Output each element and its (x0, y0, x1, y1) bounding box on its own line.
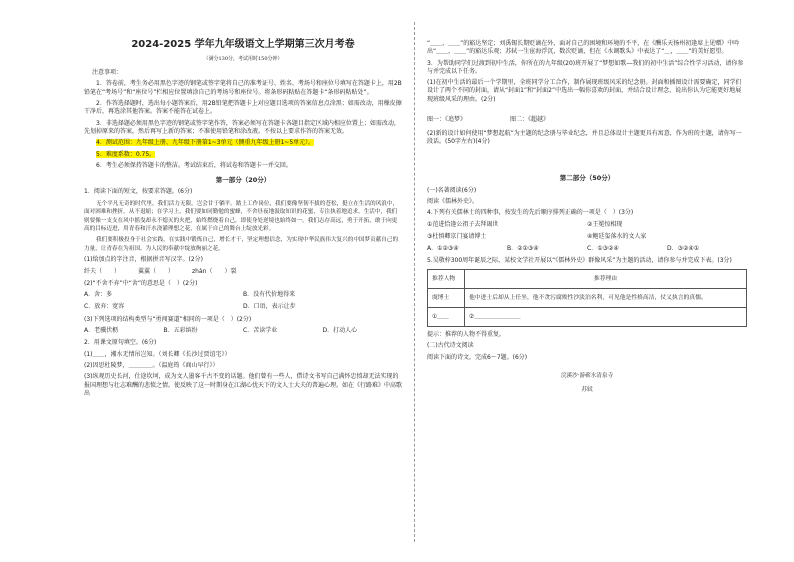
q2-item-1: (1)＿＿，湘水无情吊岂知。（刘长卿《长沙过贾谊宅》） (84, 350, 231, 358)
option-c[interactable]: C．放弃：宽容 (84, 303, 125, 311)
question-1-3: (3)下列选项的结构类型与“勇闯赛道”相同的一项是（ ）(2分) (84, 315, 252, 323)
question-6: 阅读下面的诗文，完成6～7题。(6分) (427, 353, 528, 361)
option-a[interactable]: A．舍：多 (84, 291, 113, 299)
q4-items (427, 221, 747, 241)
poem-title: 浣溪沙·游蕲水清泉寺 (560, 372, 614, 379)
exam-subtitle: （满分130分，考试用时150分钟） (203, 56, 283, 62)
note-6: 6．考生必须保持答题卡的整洁。考试结束后，将试卷和答题卡一并交回。 (96, 161, 292, 169)
table-header-cell: 推荐理由 (465, 269, 747, 288)
subsection-1: (一)名著阅读(6分) (427, 186, 477, 194)
notes-heading: 注意事项： (92, 69, 123, 77)
q1-3-options (84, 327, 402, 335)
option-c[interactable]: C．①③②④ (587, 245, 619, 253)
pinyin-item[interactable]: 翼翼（ ） (138, 267, 175, 275)
note-1: 1．答卷前，考生务必用黑色字迹的钢笔或签字笔将自己的准考证号、姓名、考场号和座位号填写在答题卡上，用2B铅笔在“考场号”和“座位号”栏相应位置填涂自己的考场号和座位号。将条形码粘贴在答题卡“条形码粘贴处”。 (84, 80, 402, 96)
note-5 (84, 151, 402, 159)
q1-2-options (84, 291, 402, 311)
table-row (428, 307, 747, 326)
question-5: 5.吴敬梓300周年诞辰之际，某校文学社开展以“《儒林外史》群像风采”为主题的活动，请你参与并完成下表。(3分) (427, 257, 732, 265)
table-cell[interactable]: ②＿＿＿＿＿＿＿＿ (465, 307, 747, 326)
reading-prompt: 阅读《儒林外史》。 (427, 198, 479, 205)
option-b[interactable]: B．②①③④ (507, 245, 539, 253)
question-2: 2．用课文原句填空。(6分) (84, 339, 157, 347)
table-note: 提示：推荐的人物不得重复。 (427, 330, 506, 338)
pinyin-item[interactable]: 纤夫（ ） (84, 267, 121, 275)
image-label-2: 图二：《超越》 (510, 115, 550, 123)
question-1-2: (2)“不舍不弃”中“舍”的意思是（ ）(2分) (84, 279, 198, 287)
table-cell: 他中进士后却从上任坐，他不贪污腐败性沙淡泊名利，可见他是性格高洁，仗义执言的真儒。 (465, 288, 747, 307)
pinyin-row (84, 268, 402, 276)
question-4: 4.下列有关儒林士的四种事，按发生的先后顺序排列正确的一项是（ ）(3分) (427, 209, 634, 217)
q2-continuation: “＿＿，＿＿”的豁达坚定；刘禹锡长期贬谪在外，面对自己的困境和环境的不平，在《酬乐天扬州初逢席上见赠》中吟出“＿＿，＿＿”的豁达乐观；苏轼一生宦海浮沉，数次贬谪，但在《水调歌头》中表达了“＿，＿＿”的美好愿望。 (427, 40, 740, 56)
table-cell[interactable]: ①＿＿ (428, 307, 465, 326)
note-4 (84, 139, 402, 147)
option-d[interactable]: D．口语，表示让步 (243, 303, 296, 311)
question-3-1: (1)在初中生活的最后一个学期里，全班同学分工合作，制作展现班级风采的纪念册。封面和插图设计需要确定，同学们设计了两个不同的封面，请从“封面1”和“封面2”中选出一幅你喜欢的封面，并结合设计理念，说出你认为它能更好地展现班级风采的理由。(2分) (427, 79, 742, 103)
option-b[interactable]: B．没有代价地得来 (243, 291, 296, 299)
option-a[interactable]: A．①②③④ (427, 245, 459, 253)
passage-para-2: 我们要积极投身于社会实践，在实践中锻炼自己，增长才干，坚定理想信念，为实现中华民族伟大复兴的中国梦贡献自己的力量，让青春在为祖国、为人民的奉献中绽放绚丽之花。 (84, 237, 399, 252)
part2-heading: 第二部分（50分） (559, 174, 615, 183)
recommend-table (427, 269, 747, 327)
passage-para-1: 无个平凡无奇的时代里，我们活力无限，岂会甘于躺平。踏上工作岗位，我们要像坚韧不拔的苍松，挺立在生活的风浪中，面对困难和挫折，从不退缩；在学习上，我们要如同勤勉的蜜蜂，不舍昼夜地汲取知识的花蜜，专注执着地追求。生活中，我们则要像一支支在风中摇曳却永不熄灭的火把，始终燃烧着自己，即使身处逆境也始终如一。我们志存高远，勇于开拓，敢于向更高的目标迈进，用青春和汗水浇灌理想之花，在属于自己的舞台上绽放光彩。 (84, 200, 399, 232)
column-divider (414, 22, 415, 542)
note-4-highlight: 4．测试范围：九年级上册、九年级下册第1~3单元（侧重九年级上册1~5单元）。 (96, 139, 315, 147)
pinyin-item[interactable]: zhàn（ ）裂 (192, 267, 237, 275)
q4-options (427, 245, 747, 253)
q4-item: ④鲍廷玺落水的文人家 (587, 232, 647, 240)
option-d[interactable]: D．③②④① (667, 245, 700, 253)
poem-author: 苏轼 (581, 386, 593, 393)
subsection-2: (二)古代诗文阅读 (427, 342, 474, 350)
right-column (427, 40, 747, 394)
left-column (84, 38, 402, 401)
table-header-cell: 推荐人物 (428, 269, 465, 288)
q2-item-2: (2)因思杜陵梦，＿＿＿＿。（温庭筠《商山早行》） (84, 361, 219, 369)
note-2: 2．作答选择题时，选出每小题答案后，用2B铅笔把答题卡上对应题目选项的答案信息点涂黑；如需改动，用橡皮擦干净后，再选涂其他答案。答案不能答在试卷上。 (84, 100, 402, 116)
question-3-2: (2)新的设计如何使用“梦想起航”为主题的纪念册与毕业纪念，并且总体设计主题更具有寓意，作为班的主题，请你写一段话。(50字左右)(4分) (427, 130, 742, 146)
q4-item: ①范进恰逢公祖子去拜谒世 (427, 220, 499, 228)
part1-heading: 第一部分（20分） (215, 176, 271, 185)
option-a[interactable]: A．老骥伏枥 (84, 326, 119, 334)
table-cell: 虞博士 (428, 288, 465, 307)
question-1: 1．阅读下面的短文，按要求答题。(6分) (84, 188, 193, 196)
option-b[interactable]: B．五彩缤纷 (163, 326, 198, 334)
note-3: 3．非选择题必须用黑色字迹的钢笔或签字笔作答，答案必须写在答题卡各题目指定区域内相应位置上；如需改动，先划掉原来的答案，然后再写上新的答案；不准使用铅笔和涂改液。不按以上要求作答的答案无效。 (84, 119, 400, 135)
option-c[interactable]: C．苦读学业 (243, 326, 278, 334)
q4-item: ②王冕惊相现 (587, 220, 623, 228)
table-header-row (428, 269, 747, 288)
image-label-1: 图一：《追梦》 (427, 115, 467, 123)
question-1-1: (1)给加点的字注音，根据拼音写汉字。(2分) (84, 256, 203, 264)
option-d[interactable]: D．打动人心 (322, 326, 358, 334)
q4-item: ③杜慎卿京门宴请博士 (427, 232, 487, 240)
table-row (428, 288, 747, 307)
exam-title: 2024-2025 学年九年级语文上学期第三次月考卷 (131, 39, 355, 50)
note-5-highlight: 5．难度系数：0.75。 (96, 150, 156, 158)
q2-item-3: (3)纵观历史长河，仕途坎坷，成为文人墨客千古不变的话题。他们曾有一些人，借诗文书写自己满怀忠愤却无法实现的报国理想与壮志难酬的悲愤之情。使反映了这一时期身在江湖心忧天下的文人士大夫的普遍心理。如在《行路难》中高歌出 (84, 373, 403, 397)
cover-image-labels (427, 116, 747, 124)
question-3: 3．为帮助同学们过渡到初中生活，你所在的九年级(20)班开展了“梦想如歌—我们的初中生活”综合性学习活动，请你参与并完成以下任务。 (427, 59, 744, 75)
